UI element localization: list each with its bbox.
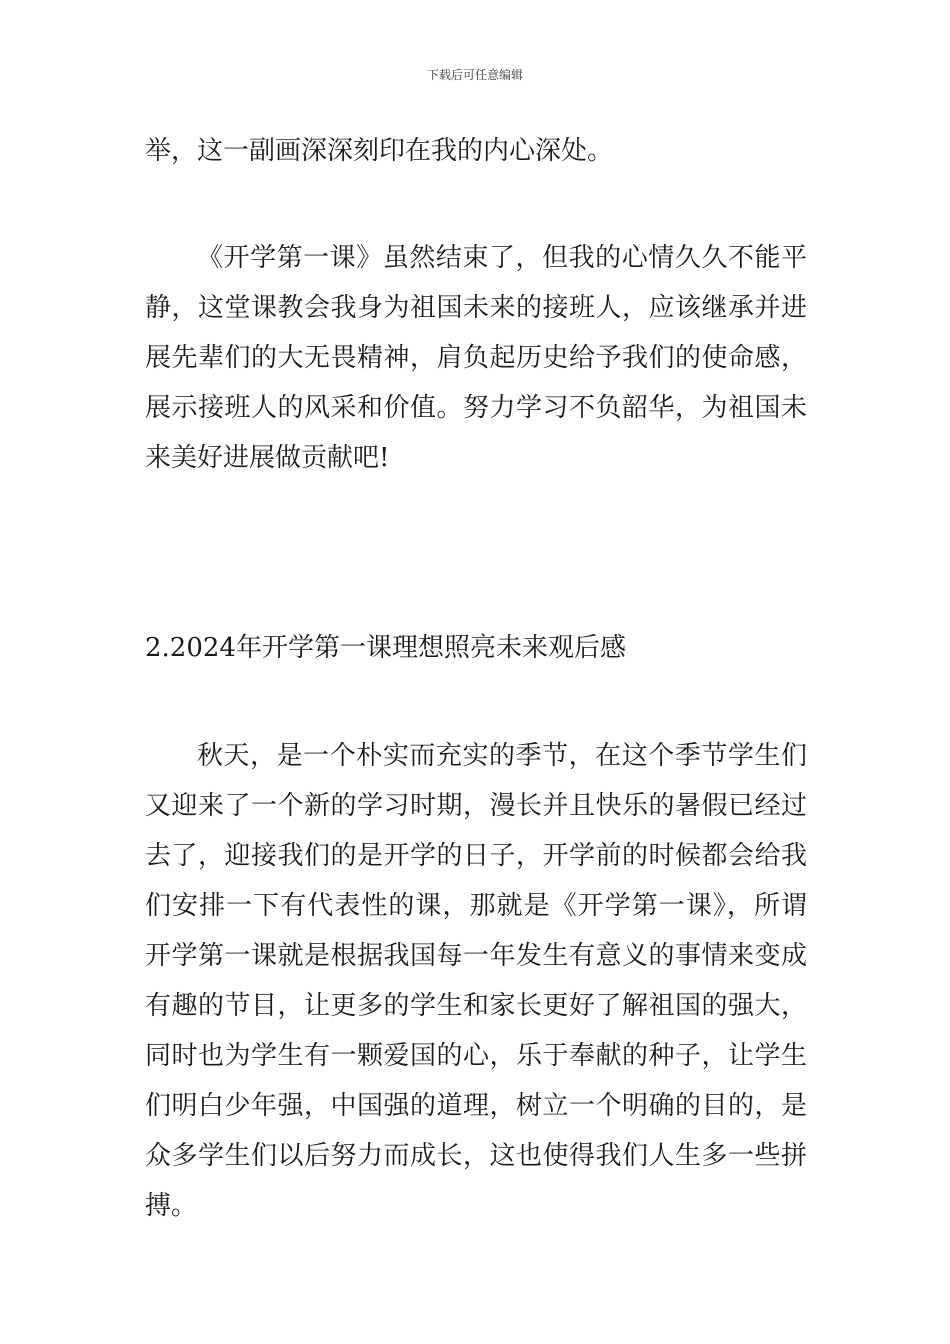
paragraph-continuation — [145, 126, 807, 176]
text-line: 们安排一下有代表性的课，那就是《开学第一课》，所谓 — [145, 891, 807, 921]
text-line: 众多学生们以后努力而成长，这也使得我们人生多一些拼 — [145, 1141, 807, 1171]
text-line: 开学第一课就是根据我国每一年发生有意义的事情来变成 — [145, 941, 807, 971]
text-line: 展示接班人的风采和价值。努力学习不负韶华，为祖国未 — [145, 393, 807, 423]
page-header-note: 下载后可任意编辑 — [426, 68, 523, 82]
paragraph-essay — [145, 731, 807, 1231]
text-line: 静，这堂课教会我身为祖国未来的接班人，应该继承并进 — [145, 293, 807, 323]
text-line: 《开学第一课》虽然结束了，但我的心情久久不能平 — [197, 243, 807, 273]
text-line: 搏。 — [145, 1191, 198, 1221]
section-heading: 2.2024年开学第一课理想照亮未来观后感 — [145, 633, 626, 663]
document-body — [145, 126, 807, 1231]
text-line: 秋天，是一个朴实而充实的季节，在这个季节学生们 — [197, 741, 807, 771]
text-line: 们明白少年强，中国强的道理，树立一个明确的目的，是 — [145, 1091, 807, 1121]
text-line: 同时也为学生有一颗爱国的心，乐于奉献的种子，让学生 — [145, 1041, 807, 1071]
text-line: 又迎来了一个新的学习时期，漫长并且快乐的暑假已经过 — [145, 791, 807, 821]
text-line: 有趣的节目，让更多的学生和家长更好了解祖国的强大， — [145, 991, 807, 1021]
paragraph-conclusion — [145, 233, 807, 483]
text-line: 展先辈们的大无畏精神，肩负起历史给予我们的使命感， — [145, 343, 807, 373]
text-line: 举，这一副画深深刻印在我的内心深处。 — [145, 136, 614, 166]
text-line: 去了，迎接我们的是开学的日子，开学前的时候都会给我 — [145, 841, 807, 871]
text-line: 来美好进展做贡献吧! — [145, 443, 390, 473]
